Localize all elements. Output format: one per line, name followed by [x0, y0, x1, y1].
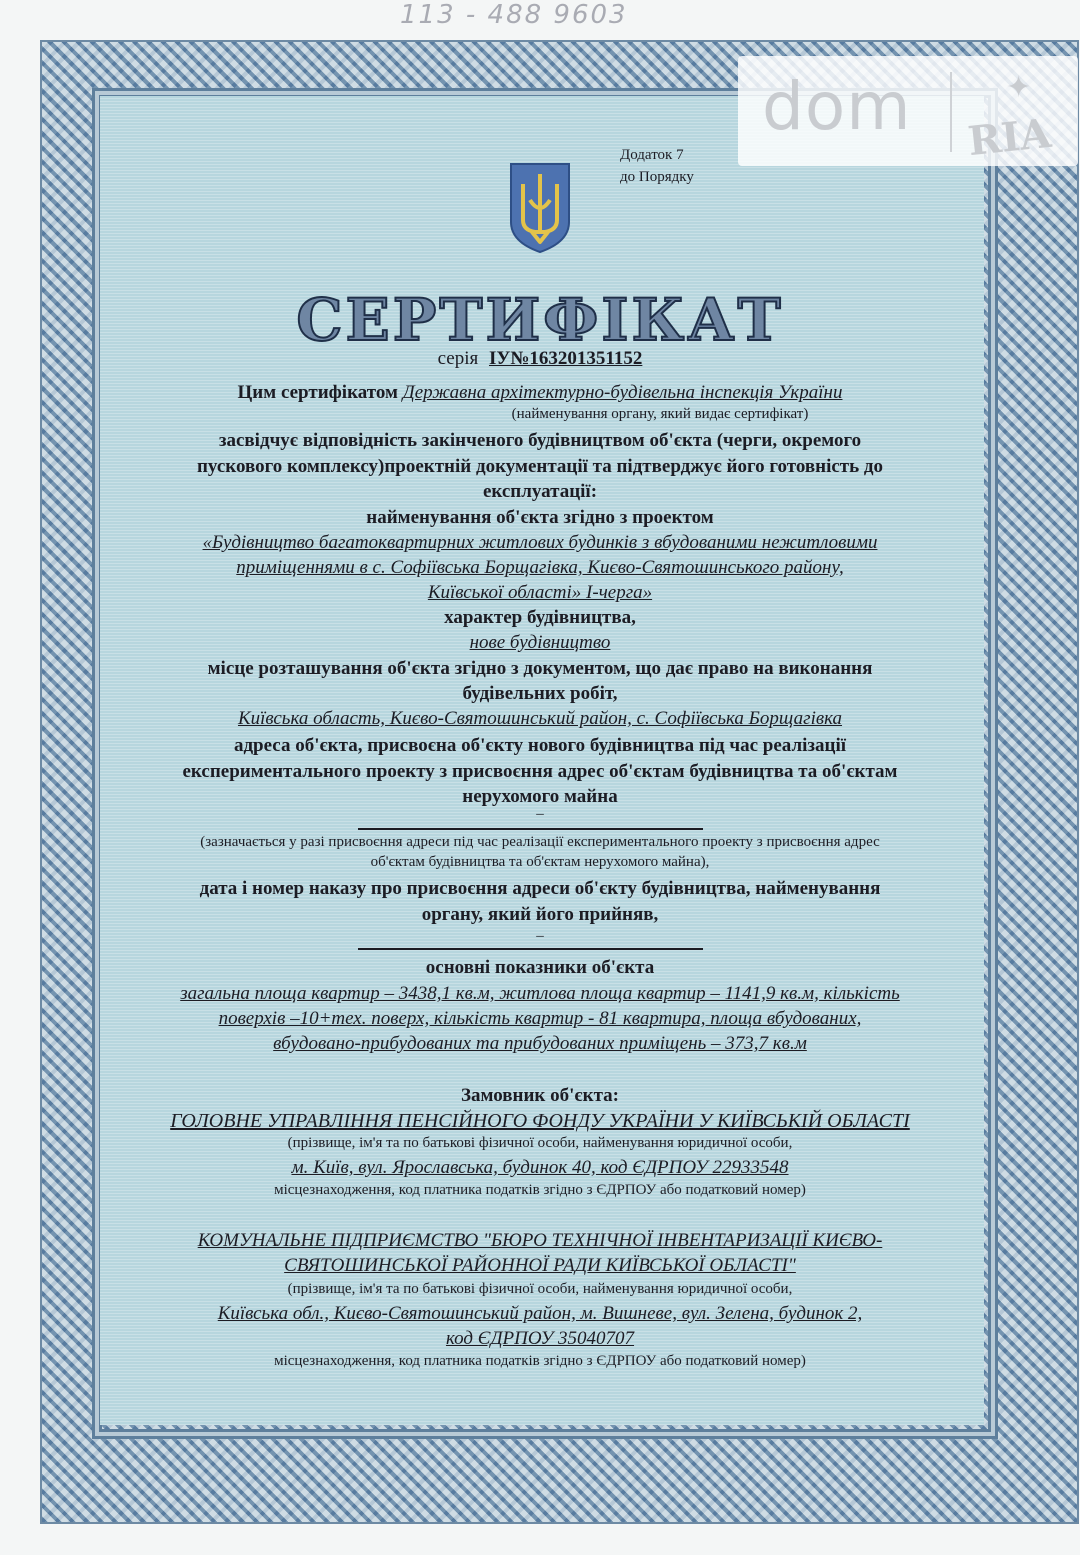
- location-label-1: місце розташування об'єкта згідно з документом, що дає право на виконання: [207, 658, 873, 679]
- customer-name: ГОЛОВНЕ УПРАВЛІННЯ ПЕНСІЙНОГО ФОНДУ УКРАЇНИ У КИЇВСЬКІЙ ОБЛАСТІ: [170, 1110, 910, 1132]
- order-label-1: дата і номер наказу про присвоєння адреси об'єкту будівництва, найменування: [199, 878, 881, 899]
- dom-ria-watermark: [738, 56, 1078, 166]
- address-note-1: (зазначається у разі присвоєння адреси під час реалізації експериментального проекту з присвоєння адрес: [200, 834, 880, 850]
- watermark-divider: [950, 72, 952, 152]
- address-value: –: [536, 806, 544, 822]
- second-party-address-2: код ЄДРПОУ 35040707: [445, 1328, 635, 1349]
- order-value: –: [536, 928, 544, 944]
- second-party-caption-2: місцезнаходження, код платника податків згідно з ЄДРПОУ або податковий номер): [274, 1353, 806, 1369]
- issuer-line: [0, 382, 1080, 404]
- indicators-line-3: вбудовано-прибудованих та прибудованих приміщень – 373,7 кв.м: [273, 1033, 807, 1054]
- customer-address: м. Київ, вул. Ярославська, будинок 40, код ЄДРПОУ 22933548: [291, 1157, 789, 1178]
- address-label-3: нерухомого майна: [462, 786, 618, 807]
- issuer-caption: (найменування органу, який видає сертифікат): [511, 406, 809, 422]
- issuer-name: Державна архітектурно-будівельна інспекція України: [402, 382, 843, 403]
- series-number: ІУ№163201351152: [488, 348, 643, 369]
- issuer-prefix: Цим сертифікатом: [237, 382, 398, 403]
- order-label-2: органу, який його прийняв,: [421, 904, 659, 925]
- customer-caption-2: місцезнаходження, код платника податків згідно з ЄДРПОУ або податковий номер): [274, 1182, 806, 1198]
- certificate-title: СЕРТИФІКАТ: [296, 286, 784, 354]
- object-name-line-1: «Будівництво багатоквартирних житлових будинків з вбудованими нежитловими: [202, 532, 878, 553]
- second-party-name-1: КОМУНАЛЬНЕ ПІДПРИЄМСТВО "БЮРО ТЕХНІЧНОЇ ІНВЕНТАРИЗАЦІЇ КИЄВО-: [197, 1230, 883, 1251]
- address-note-2: об'єктам будівництва та об'єктам нерухомого майна),: [370, 854, 710, 870]
- appendix-line-2: до Порядку: [620, 169, 694, 185]
- location-value: Київська область, Києво-Святошинський район, с. Софіївська Борщагівка: [237, 708, 843, 729]
- appendix-note: [620, 144, 694, 188]
- construction-type-label: характер будівництва,: [444, 607, 636, 628]
- object-name-line-3: Київської області» І-черга»: [427, 582, 653, 603]
- series-label: серія: [437, 348, 479, 369]
- indicators-line-2: поверхів –10+тех. поверх, кількість квартир - 81 квартира, площа вбудованих,: [218, 1008, 862, 1029]
- handwritten-number: 113 - 488 9603: [400, 0, 628, 30]
- series-line: [0, 348, 1080, 370]
- customer-label: Замовник об'єкта:: [461, 1085, 619, 1106]
- statement-line-3: експлуатації:: [482, 481, 598, 502]
- object-name-label: найменування об'єкта згідно з проектом: [366, 507, 714, 528]
- watermark-brand-right: RIA: [965, 109, 1054, 166]
- order-underline: [358, 948, 703, 950]
- object-name-line-2: приміщеннями в с. Софіївська Борщагівка, Києво-Святошинського району,: [236, 557, 844, 578]
- indicators-label: основні показники об'єкта: [425, 957, 655, 978]
- watermark-brand-left: dom: [762, 68, 912, 145]
- customer-caption-1: (прізвище, ім'я та по батькові фізичної особи, найменування юридичної особи,: [287, 1135, 793, 1151]
- second-party-address-1: Київська обл., Києво-Святошинський район, м. Вишневе, вул. Зелена, будинок 2,: [217, 1303, 863, 1324]
- second-party-caption-1: (прізвище, ім'я та по батькові фізичної особи, найменування юридичної особи,: [287, 1281, 793, 1297]
- location-label-2: будівельних робіт,: [462, 683, 618, 704]
- address-label-2: експериментального проекту з присвоєння адрес об'єктам будівництва та об'єктам: [182, 761, 898, 782]
- indicators-line-1: загальна площа квартир – 3438,1 кв.м, житлова площа квартир – 1141,9 кв.м, кількість: [180, 983, 900, 1004]
- statement-line-2: пускового комплексу)проектній документації та підтверджує його готовність до: [196, 456, 884, 477]
- star-icon: ✦: [1006, 71, 1032, 104]
- statement-line-1: засвідчує відповідність закінченого будівництвом об'єкта (черги, окремого: [218, 430, 862, 451]
- trident-emblem-icon: [505, 160, 575, 255]
- second-party-name-2: СВЯТОШИНСЬКОЇ РАЙОННОЇ РАДИ КИЇВСЬКОЇ ОБЛАСТІ": [284, 1255, 796, 1276]
- address-underline: [358, 828, 703, 830]
- appendix-line-1: Додаток 7: [620, 147, 684, 163]
- address-label-1: адреса об'єкта, присвоєна об'єкту нового будівництва під час реалізації: [233, 735, 847, 756]
- construction-type-value: нове будівництво: [469, 632, 611, 653]
